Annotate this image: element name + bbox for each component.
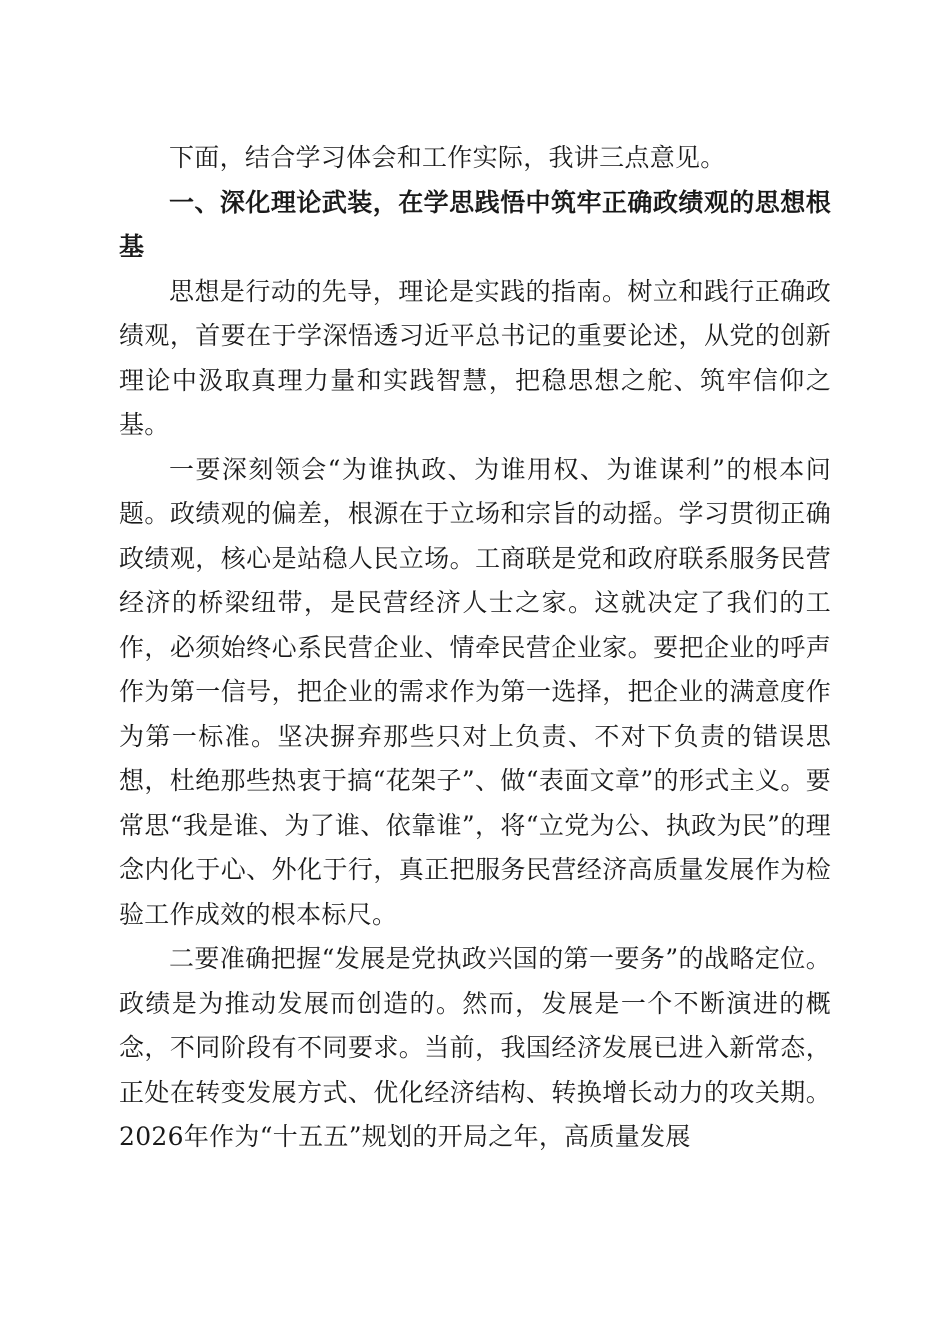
body-paragraph: 二要准确把握“发展是党执政兴国的第一要务”的战略定位。政绩是为推动发展而创造的。然而，发展是一个不断演进的概念，不同阶段有不同要求。当前，我国经济发展已进入新常态，正处在转变发展方式、优化经济结构、转换增长动力的攻关期。2026年作为“十五五”规划的开局之年，高质量发展 bbox=[119, 944, 831, 1151]
body-paragraph: 思想是行动的先导，理论是实践的指南。树立和践行正确政绩观，首要在于学深悟透习近平总书记的重要论述，从党的创新理论中汲取真理力量和实践智慧，把稳思想之舵、筑牢信仰之基。 bbox=[119, 276, 831, 439]
section-heading: 一、深化理论武装，在学思践悟中筑牢正确政绩观的思想根基 bbox=[119, 187, 831, 261]
intro-paragraph: 下面，结合学习体会和工作实际，我讲三点意见。 bbox=[169, 143, 726, 172]
body-paragraph: 一要深刻领会“为谁执政、为谁用权、为谁谋利”的根本问题。政绩观的偏差，根源在于立场和宗旨的动摇。学习贯彻正确政绩观，核心是站稳人民立场。工商联是党和政府联系服务民营经济的桥梁纽带，是民营经济人士之家。这就决定了我们的工作，必须始终心系民营企业、情牵民营企业家。要把企业的呼声作为第一信号，把企业的需求作为第一选择，把企业的满意度作为第一标准。坚决摒弃那些只对上负责、不对下负责的错误思想，杜绝那些热衷于搞“花架子”、做“表面文章”的形式主义。要常思“我是谁、为了谁、依靠谁”，将“立党为公、执政为民”的理念内化于心、外化于行，真正把服务民营经济高质量发展作为检验工作成效的根本标尺。 bbox=[119, 454, 832, 929]
document-body bbox=[119, 136, 831, 1160]
